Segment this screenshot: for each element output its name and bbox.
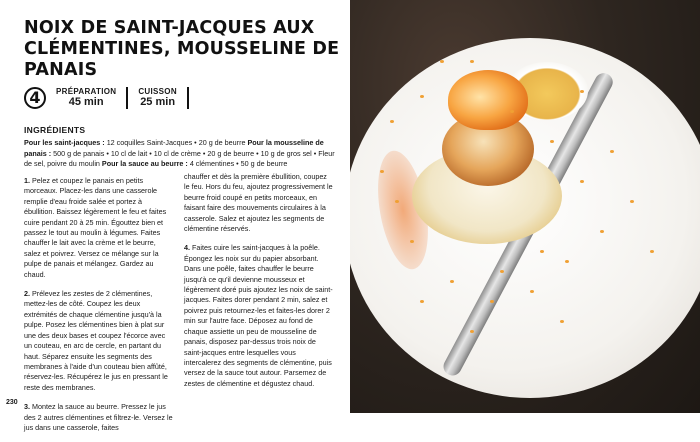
ingredient-group-label: Pour la sauce au beurre : [101,159,188,168]
ingredient-group-text: 12 coquilles Saint-Jacques • 20 g de beurre [106,138,246,147]
step [24,289,174,393]
step-number: 1. [24,176,30,185]
step [184,243,334,389]
ingredients-heading: INGRÉDIENTS [24,125,86,135]
recipe-meta [24,86,199,110]
zest-piece [420,95,424,98]
step-text: Faites cuire les saint-jacques à la poêle. Épongez les noix sur du papier absorbant. Dans une poêle, faites chauffer le beurre jusqu'à ce qu'il devienne mousseux et légèrement doré puis ajoutez les noix de saint-jacques. Faites dorer pendant 2 min, salez et poivrez puis retournez-les et faites-les dorer 2 min sur l'autre face. Déposez au fond de chaque assiette un peu de mousseline de panais, disposez par-dessus trois noix de saint-jacques entre lesquelles vous intercalerez des segments de clémentine, puis versez de la sauce tout autour. Parsemez de zestes de clémentine et dégustez chaud. [184,243,333,388]
page-number: 230 [6,399,18,406]
zest-piece [580,90,584,93]
ingredient-group-text: 4 clémentines • 50 g de beurre [189,159,288,168]
step [184,172,334,234]
prep-time [56,87,116,109]
zest-piece [490,300,494,303]
zest-piece [530,290,534,293]
zest-piece [550,140,554,143]
step [24,176,174,280]
zest-piece [610,150,614,153]
prep-label: PRÉPARATION [56,87,117,96]
step [24,402,174,433]
recipe-title: NOIX DE SAINT-JACQUES AUX CLÉMENTINES, MOUSSELINE DE PANAIS [24,18,340,80]
step-number: 2. [24,289,30,299]
zest-piece [565,260,569,263]
cook-value: 25 min [140,96,176,108]
zest-piece [390,120,394,123]
zest-piece [580,180,584,183]
ingredients-list [24,138,342,170]
zest-piece [440,60,444,63]
cook-time [138,87,177,109]
step-text: Pelez et coupez le panais en petits morceaux. Placez-les dans une casserole remplie d'eau froide salée et portez à ébullition. Baissez légèrement le feu et faites cuire pendant 20 à 25 min. Égouttez bien et passez le tout au moulin à légumes. Faites chauffer le lait avec la crème et le beurre, salez et poivrez. Versez ce mélange sur la pulpe de panais et mélangez. Gardez au chaud. [24,176,167,279]
servings-icon [24,87,46,109]
zest-piece [500,270,504,273]
zest-piece [450,280,454,283]
clementine-segment [448,70,528,130]
steps-column-1 [24,176,174,442]
dish-photo [350,0,700,413]
zest-piece [600,230,604,233]
step-text: chauffer et dès la première ébullition, coupez le feu. Hors du feu, ajoutez progressivement le beurre froid coupé en petits morceaux, en faisant faire des mouvements circulaires à la casserole. Salez et ajoutez les segments de clémentine réservés. [184,172,333,234]
step-number: 3. [24,402,30,412]
zest-piece [630,200,634,203]
zest-piece [560,320,564,323]
recipe-page [0,0,350,432]
step-text: Prélevez les zestes de 2 clémentines, mettez-les de côté. Coupez les deux extrémités de chaque clémentine jusqu'à la pulpe. Posez les clémentines bien à plat sur une des deux bases et coupez l'écorce avec un couteau, en arc de cercle, en partant du haut. Séparez ensuite les segments des membranes à l'aide d'un couteau bien affûté, réservez-les. Récupérez le jus en pressant le reste des membranes. [24,289,168,392]
zest-piece [410,240,414,243]
zest-piece [540,250,544,253]
zest-piece [470,330,474,333]
step-number: 4. [184,243,190,253]
zest-piece [380,170,384,173]
divider [126,87,128,109]
cook-label: CUISSON [138,87,177,96]
zest-piece [510,110,514,113]
prep-value: 45 min [68,96,104,108]
step-text: Montez la sauce au beurre. Pressez le jus des 2 autres clémentines et filtrez-le. Versez le jus dans une casserole, faites [24,402,173,432]
divider [187,87,189,109]
ingredient-group-text: 500 g de panais • 10 cl de lait • 10 cl de crème • 20 g de beurre • 10 g de gros sel • Fleur de sel, poivre du moulin [24,148,335,168]
steps-column-2 [184,172,334,398]
ingredient-group-label: Pour les saint-jacques : [24,138,105,147]
servings-count: 4 [29,88,41,107]
ingredient-group-label: Pour la mousseline de panais : [24,138,324,158]
zest-piece [420,300,424,303]
zest-piece [395,200,399,203]
zest-piece [650,250,654,253]
zest-piece [470,60,474,63]
